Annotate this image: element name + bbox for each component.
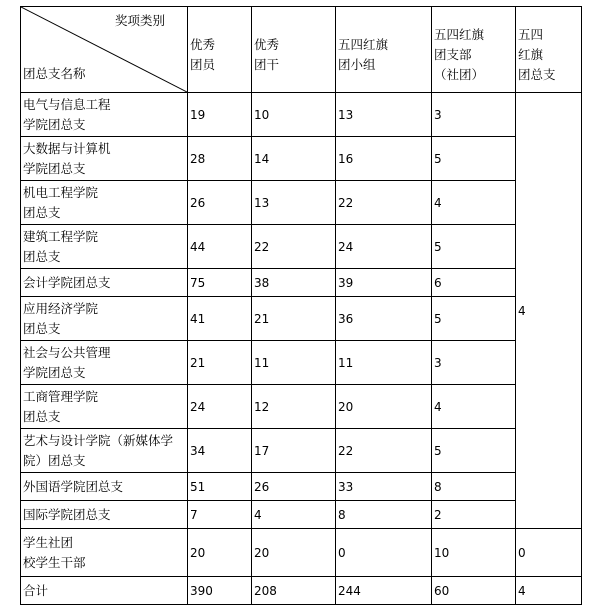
excellent-cadre-count: 26: [252, 473, 336, 501]
red-flag-branch-count: 5: [432, 137, 516, 181]
award-table: [20, 6, 582, 605]
branch-name-line: 团总支: [23, 320, 61, 336]
excellent-cadre-count: 13: [252, 181, 336, 225]
header-line: （社团）: [434, 66, 485, 82]
branch-name-line: 学院团总支: [23, 364, 86, 380]
diagonal-header-cell: [21, 7, 188, 93]
red-flag-branch-count: 5: [432, 225, 516, 269]
red-flag-group-count: 22: [336, 181, 432, 225]
excellent-cadre-count: 4: [252, 501, 336, 529]
excellent-member-count: 7: [188, 501, 252, 529]
red-flag-group-count: 20: [336, 385, 432, 429]
excellent-cadre-count: 17: [252, 429, 336, 473]
header-line: 优秀: [254, 36, 280, 52]
header-excellent-member: [188, 7, 252, 93]
branch-name-cell: [21, 297, 188, 341]
branch-name-cell: [21, 529, 188, 577]
header-line: 团总支: [518, 66, 556, 82]
branch-name-cell: [21, 501, 188, 529]
red-flag-branch-count: 4: [432, 385, 516, 429]
excellent-member-count: 19: [188, 93, 252, 137]
branch-name-line: 校学生干部: [23, 554, 86, 570]
header-line: 优秀: [190, 36, 216, 52]
red-flag-group-count: 11: [336, 341, 432, 385]
excellent-cadre-count: 22: [252, 225, 336, 269]
red-flag-group-count: 244: [336, 577, 432, 605]
excellent-member-count: 20: [188, 529, 252, 577]
branch-name-cell: [21, 93, 188, 137]
header-line: 团干: [254, 56, 280, 72]
branch-name-line: 外国语学院团总支: [23, 478, 124, 494]
red-flag-group-count: 22: [336, 429, 432, 473]
branch-name-cell: [21, 429, 188, 473]
branch-name-line: 院）团总支: [23, 452, 86, 468]
red-flag-general-branch-count: 0: [516, 529, 582, 577]
red-flag-group-count: 39: [336, 269, 432, 297]
branch-name-line: 机电工程学院: [23, 184, 99, 200]
header-red-flag-group: [336, 7, 432, 93]
branch-name-line: 艺术与设计学院（新媒体学: [23, 432, 174, 448]
header-red-flag-general-branch: [516, 7, 582, 93]
red-flag-general-branch-count: 4: [516, 577, 582, 605]
header-line: 五四: [518, 26, 544, 42]
red-flag-group-count: 16: [336, 137, 432, 181]
red-flag-group-count: 0: [336, 529, 432, 577]
branch-name-cell: [21, 269, 188, 297]
header-line: 团支部: [434, 46, 472, 62]
table-row: [21, 181, 582, 225]
excellent-member-count: 26: [188, 181, 252, 225]
red-flag-branch-count: 5: [432, 429, 516, 473]
branch-name-line: 合计: [23, 582, 49, 598]
excellent-member-count: 28: [188, 137, 252, 181]
header-line: 五四红旗: [338, 36, 389, 52]
red-flag-branch-count: 4: [432, 181, 516, 225]
header-line: 五四红旗: [434, 26, 485, 42]
red-flag-branch-count: 6: [432, 269, 516, 297]
table-row: [21, 297, 582, 341]
excellent-member-count: 51: [188, 473, 252, 501]
header-line: 团员: [190, 56, 216, 72]
branch-name-line: 学院团总支: [23, 116, 86, 132]
excellent-member-count: 41: [188, 297, 252, 341]
red-flag-group-count: 13: [336, 93, 432, 137]
branch-name-line: 团总支: [23, 248, 61, 264]
red-flag-group-count: 36: [336, 297, 432, 341]
branch-name-line: 建筑工程学院: [23, 228, 99, 244]
branch-name-cell: [21, 225, 188, 269]
red-flag-branch-count: 10: [432, 529, 516, 577]
branch-name-line: 电气与信息工程: [23, 96, 111, 112]
excellent-member-count: 75: [188, 269, 252, 297]
excellent-cadre-count: 38: [252, 269, 336, 297]
header-line: 团小组: [338, 56, 376, 72]
excellent-member-count: 21: [188, 341, 252, 385]
red-flag-branch-count: 5: [432, 297, 516, 341]
branch-name-line: 应用经济学院: [23, 300, 99, 316]
red-flag-general-branch-merged-count: 4: [516, 93, 582, 529]
excellent-cadre-count: 21: [252, 297, 336, 341]
header-row: [21, 7, 582, 93]
student-row: [21, 529, 582, 577]
branch-name-cell: [21, 385, 188, 429]
branch-name-line: 团总支: [23, 408, 61, 424]
table-row: [21, 269, 582, 297]
excellent-cadre-count: 12: [252, 385, 336, 429]
table-row: [21, 429, 582, 473]
excellent-cadre-count: 208: [252, 577, 336, 605]
table-row: [21, 385, 582, 429]
header-excellent-cadre: [252, 7, 336, 93]
branch-name-line: 大数据与计算机: [23, 140, 111, 156]
total-row: [21, 577, 582, 605]
red-flag-branch-count: 3: [432, 341, 516, 385]
award-category-label: 奖项类别: [114, 13, 165, 28]
table-row: [21, 225, 582, 269]
excellent-cadre-count: 10: [252, 93, 336, 137]
excellent-member-count: 24: [188, 385, 252, 429]
branch-name-line: 学生社团: [23, 534, 74, 550]
branch-name-cell: [21, 181, 188, 225]
table-row: [21, 341, 582, 385]
branch-name-line: 国际学院团总支: [23, 506, 111, 522]
table-row: [21, 93, 582, 137]
branch-name-line: 学院团总支: [23, 160, 86, 176]
red-flag-group-count: 24: [336, 225, 432, 269]
red-flag-branch-count: 3: [432, 93, 516, 137]
branch-name-cell: [21, 341, 188, 385]
branch-name-cell: [21, 137, 188, 181]
header-red-flag-branch: [432, 7, 516, 93]
excellent-cadre-count: 11: [252, 341, 336, 385]
red-flag-branch-count: 60: [432, 577, 516, 605]
branch-name-cell: [21, 473, 188, 501]
branch-name-line: 会计学院团总支: [23, 274, 111, 290]
branch-name-line: 社会与公共管理: [23, 344, 111, 360]
excellent-cadre-count: 20: [252, 529, 336, 577]
header-line: 红旗: [518, 46, 544, 62]
table-row: [21, 501, 582, 529]
table-row: [21, 137, 582, 181]
excellent-member-count: 34: [188, 429, 252, 473]
excellent-member-count: 390: [188, 577, 252, 605]
red-flag-branch-count: 8: [432, 473, 516, 501]
red-flag-group-count: 33: [336, 473, 432, 501]
branch-name-label: 团总支名称: [23, 66, 86, 81]
red-flag-group-count: 8: [336, 501, 432, 529]
red-flag-branch-count: 2: [432, 501, 516, 529]
branch-name-cell: [21, 577, 188, 605]
branch-name-line: 团总支: [23, 204, 61, 220]
branch-name-line: 工商管理学院: [23, 388, 99, 404]
excellent-cadre-count: 14: [252, 137, 336, 181]
excellent-member-count: 44: [188, 225, 252, 269]
table-row: [21, 473, 582, 501]
